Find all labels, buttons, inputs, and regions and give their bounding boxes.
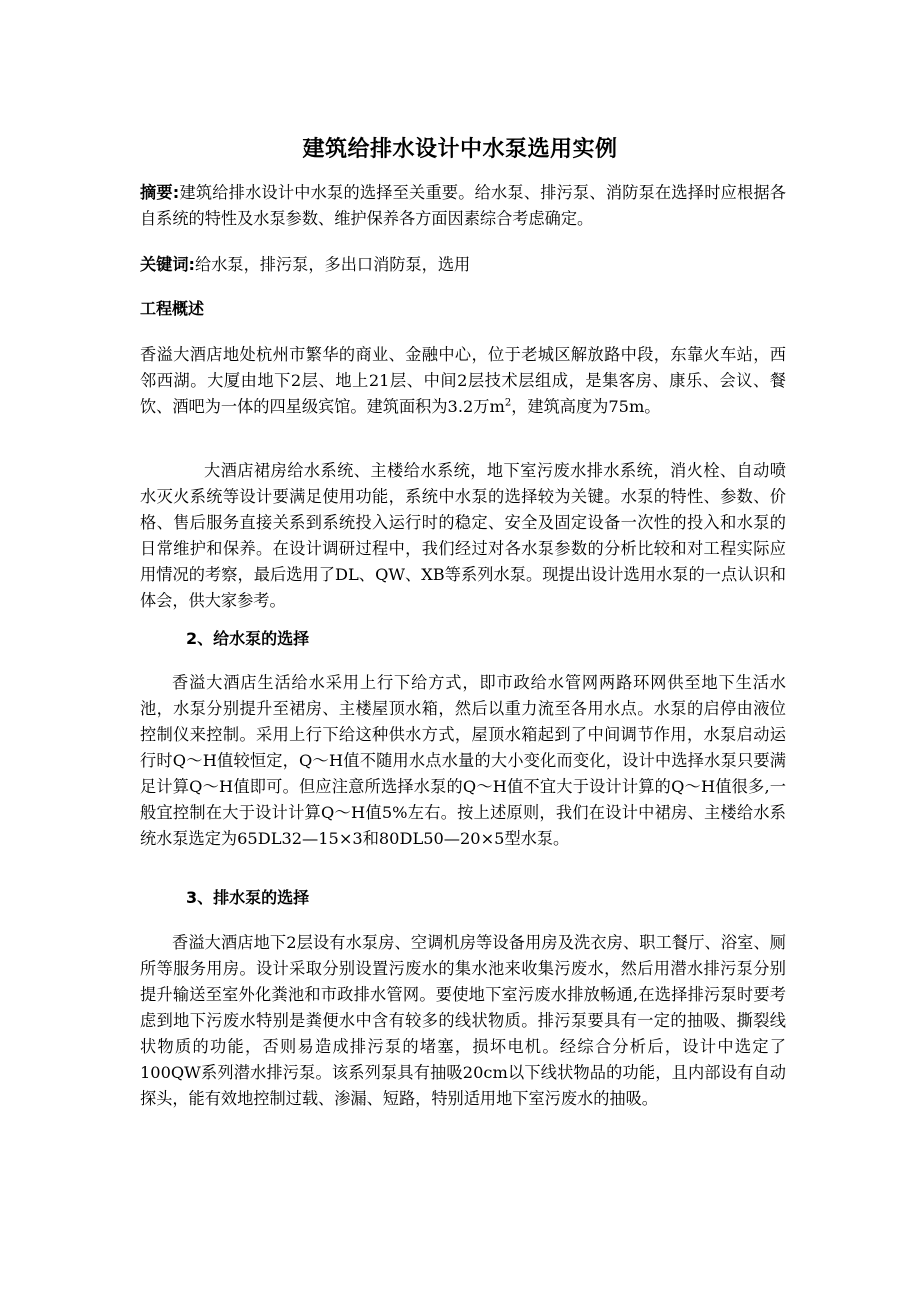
- overview-heading: 工程概述: [140, 299, 205, 318]
- document-title: 建筑给排水设计中水泵选用实例: [302, 136, 618, 162]
- keywords-paragraph: [140, 252, 786, 278]
- overview-paragraph-1-tail: ，建筑高度为75m。: [511, 397, 661, 416]
- keywords-label: 关键词:: [140, 255, 196, 274]
- water-supply-paragraph: 香溢大酒店生活给水采用上行下给方式，即市政给水管网两路环网供至地下生活水池，水泵分别提升至裙房、主楼屋顶水箱，然后以重力流至各用水点。水泵的启停由液位控制仪来控制。采用上行下给这种供水方式，屋顶水箱起到了中间调节作用，水泵启动运行时Q～H值较恒定，Q～H值不随用水点水量的大小变化而变化，设计中选择水泵只要满足计算Q～H值即可。但应注意所选择水泵的Q～H值不宜大于设计计算的Q～H值很多,一般宜控制在大于设计计算Q～H值5%左右。按上述原则，我们在设计中裙房、主楼给水系统水泵选定为65DL32—15×3和80DL50—20×5型水泵。: [140, 673, 786, 848]
- area-unit-superscript: 2: [504, 397, 512, 409]
- overview-paragraph-1-text: 香溢大酒店地处杭州市繁华的商业、金融中心，位于老城区解放路中段，东靠火车站，西邻西湖。大厦由地下2层、地上21层、中间2层技术层组成，是集客房、康乐、会议、餐饮、酒吧为一体的四星级宾馆。建筑面积为3.2万m: [140, 345, 786, 416]
- keywords-text: 给水泵，排污泵，多出口消防泵，选用: [195, 255, 471, 274]
- overview-paragraph-2: 大酒店裙房给水系统、主楼给水系统，地下室污废水排水系统，消火栓、自动喷水灭火系统等设计要满足使用功能，系统中水泵的选择较为关键。水泵的特性、参数、价格、售后服务直接关系到系统投入运行时的稳定、安全及固定设备一次性的投入和水泵的日常维护和保养。在设计调研过程中，我们经过对各水泵参数的分析比较和对工程实际应用情况的考察，最后选用了DL、QW、XB等系列水泵。现提出设计选用水泵的一点认识和体会，供大家参考。: [140, 461, 786, 610]
- abstract-label: 摘要:: [140, 183, 180, 202]
- abstract-paragraph: [140, 180, 786, 232]
- drainage-heading: 3、排水泵的选择: [186, 888, 310, 907]
- abstract-text: 建筑给排水设计中水泵的选择至关重要。给水泵、排污泵、消防泵在选择时应根据各自系统的特性及水泵参数、维护保养各方面因素综合考虑确定。: [140, 183, 786, 228]
- water-supply-heading: 2、给水泵的选择: [186, 629, 310, 648]
- drainage-paragraph: 香溢大酒店地下2层设有水泵房、空调机房等设备用房及洗衣房、职工餐厅、浴室、厕所等服务用房。设计采取分别设置污废水的集水池来收集污废水，然后用潜水排污泵分别提升输送至室外化粪池和市政排水管网。要使地下室污废水排放畅通,在选择排污泵时要考虑到地下污废水特别是粪便水中含有较多的线状物质。排污泵要具有一定的抽吸、撕裂线状物质的功能，否则易造成排污泵的堵塞，损坏电机。经综合分析后，设计中选定了100QW系列潜水排污泵。该系列泵具有抽吸20cm以下线状物品的功能，且内部设有自动探头，能有效地控制过载、渗漏、短路，特别适用地下室污废水的抽吸。: [140, 933, 786, 1108]
- overview-paragraph-1: [140, 342, 786, 420]
